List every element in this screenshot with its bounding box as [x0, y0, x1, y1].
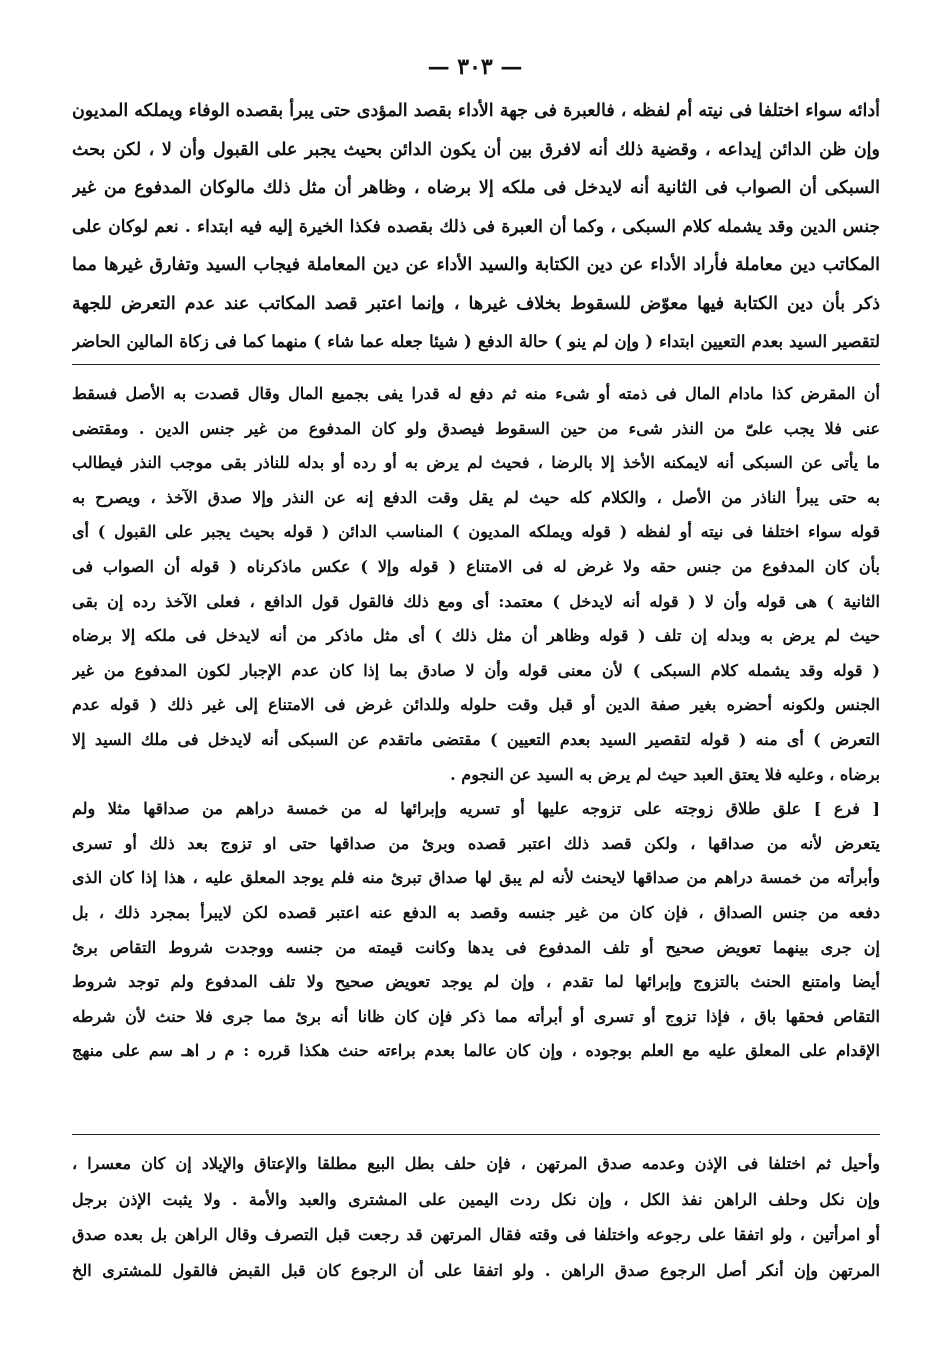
- footnote-line: أو امرأتين ، ولو اتفقا على رجوعه واختلفا فى وقته فقال المرتهن قد رجعت قبل التصرف وقال الراهن بل بعده صدق: [72, 1225, 880, 1244]
- main-text-line: أدائه سواء اختلفا فى نيته أم لفظه ، فالعبرة فى جهة الأداء بقصد المؤدى حتى يبرأ بقصده الوفاء ويملكه المديون: [72, 101, 880, 121]
- commentary-line: الثانية ) هى قوله وأن لا ( قوله أنه لايدخل ) معتمد: أى ومع ذلك فالقول قول الدافع ، فعلى الآخذ رده إن بقى: [72, 591, 880, 611]
- page-number: — ٣٠٣ —: [427, 54, 523, 80]
- commentary-line: أيضا وامتنع الحنث بالتزوج وإبرائها لما تقدم ، وإن لم يوجد تعويض صحيح ولا تلف المدفوع ولم توجد شروط: [72, 972, 880, 992]
- commentary-line: عنى فلا يجب علىّ من النذر شىء من حين السقوط فيصدق ولو كان المدفوع من غير جنس الدين . ومقتضى: [72, 418, 880, 438]
- footnote-line: المرتهن وإن أنكر أصل الرجوع صدق الراهن . ولو اتفقا على أن الرجوع كان قبل القبض فالقول للمشترى الخ: [72, 1260, 880, 1280]
- main-text: [72, 92, 880, 362]
- commentary-line: أن المقرض كذا مادام المال فى ذمته أو شىء منه ثم دفع له قدرا يفى بجميع المال وقال قصدت به الأصل فسقط: [72, 384, 880, 403]
- commentary-line: ( قوله وقد يشمله كلام السبكى ) لأن معنى قوله وأن لا صادق بما إذا كان عدم الإجبار لكون المدفوع من غير: [72, 660, 880, 680]
- commentary-line: قوله سواء اختلفا فى نيته أو لفظه ( قوله ويملكه المديون ) المناسب الدائن ( قوله بحيث يجبر على القبول ) أى: [72, 522, 880, 542]
- commentary-line: إن جرى بينهما تعويض صحيح أو تلف المدفوع فى يدها وكانت قيمته من جنسه ووجدت شروط التقاص برئ: [72, 937, 880, 957]
- commentary-line: التعرض ) أى منه ( قوله لتقصير السيد بعدم التعيين ) مقتضى ماتقدم عن السبكى أنه لايدخل فى ملك السيد إلا: [72, 729, 880, 749]
- commentary-text: [72, 377, 880, 1069]
- commentary-line: دفعه من جنس الصداق ، فإن كان من غير جنسه وقصد به الدفع عنه اعتبر قصده لكن لايبرأ بمجرد ذلك ، بل: [72, 902, 880, 922]
- commentary-line: التقاص فحقها باق ، فإذا تزوج أو تسرى أو أبرأته مما ذكر فإن كان ظانا أنه برئ مما جرى فلا حنث لأن شرطه: [72, 1006, 880, 1026]
- main-text-line: المكاتب دين معاملة فأراد الأداء عن دين الكتابة والسيد الأداء عن دين المعاملة فيجاب السيد وتفارق غيرها مما: [72, 255, 880, 275]
- main-text-line: السبكى أن الصواب فى الثانية أنه لايدخل فى ملكه إلا برضاه ، وظاهر أن مثل ذلك مالوكان المدفوع من غير: [72, 178, 880, 198]
- commentary-line: بأن كان المدفوع من جنس حقه ولا غرض له فى الامتناع ( قوله وإلا ) عكس ماذكرناه ( قوله أن الصواب فى: [72, 556, 880, 576]
- separator-rule: [72, 364, 880, 365]
- main-text-line: جنس الدين وقد يشمله كلام السبكى ، وكما أن العبرة فى ذلك بقصده فكذا الخيرة إليه فيه ابتداء . نعم لوكان على: [72, 216, 880, 237]
- commentary-line: الجنس ولكونه أحضره بغير صفة الدين أو قبل وقت حلوله وللدائن غرض فى الامتناع إلى غير ذلك ( قوله عدم: [72, 695, 880, 715]
- commentary-line: يتعرض لأنه من صداقها ، ولكن قصد ذلك اعتبر قصده وبرئ من صداقها حتى او تزوج بعد ذلك أو تسرى: [72, 833, 880, 853]
- commentary-line: ما يأتى عن السبكى أنه لايمكنه الأخذ إلا بالرضا ، فحيث لم يرض به أو رده أو بدله للناذر بقى موجب النذر فيطالب: [72, 453, 880, 473]
- commentary-line: الإقدام على المعلق عليه مع العلم بوجوده ، وإن كان عالما بعدم براءته حنث هكذا قرره : م ر اهـ سم على منهج: [72, 1041, 880, 1061]
- main-text-line: لتقصير السيد بعدم التعيين ابتداء ( وإن لم ينو ) حالة الدفع ( شيئا جعله عما شاء ) منهما كما فى زكاة المالين الحاضر: [72, 332, 880, 351]
- footnote-line: وإن نكل وحلف الراهن نفذ الكل ، وإن نكل ردت اليمين على المشترى والعبد والأمة . ولا يثبت الإذن برجل: [72, 1189, 880, 1209]
- commentary-line: به حتى يبرأ الناذر من الأصل ، والكلام كله حيث لم يقل وقت الدفع إنه عن النذر وإلا صدق الآخذ ، ويصرح به: [72, 487, 880, 507]
- commentary-line: وأبرأته من خمسة دراهم من صداقها لايحنث لأنه لم يبق لها صداق تبرئ منه فلم يوجد المعلق عليه ، هذا إذا كان الذى: [72, 868, 880, 888]
- footnote-line: وأحيل ثم اختلفا فى الإذن وعدمه صدق المرتهن ، فإن حلف بطل البيع مطلقا والإعتاق والإيلاد إن كان معسرا ،: [72, 1154, 880, 1173]
- footnotes: [72, 1146, 880, 1288]
- main-text-line: وإن ظن الدائن إيداعه ، وقضية ذلك أنه لافرق بين أن يكون الدائن بحيث يجبر على القبول وأن لا ، لكن بحث: [72, 139, 880, 160]
- footnote-separator-rule: [72, 1134, 880, 1135]
- main-text-line: ذكر بأن دين الكتابة فيها معوّض للسقوط بخلاف غيرها ، وإنما اعتبر قصد المكاتب عند عدم التعرض للجهة: [72, 293, 880, 314]
- commentary-line: [ فرع ] علق طلاق زوجته على تزوجه عليها أو تسريه وإبرائها له من خمسة دراهم من صداقها مثلا ولم: [72, 799, 880, 819]
- commentary-line: حيث لم يرض به وبدله إن تلف ( قوله وظاهر أن مثل ذلك ) أى مثل ماذكر من أنه لايدخل فى ملكه إلا برضاه: [72, 626, 880, 646]
- commentary-line: برضاه ، وعليه فلا يعتق العبد حيث لم يرض به السيد عن النجوم .: [450, 764, 880, 784]
